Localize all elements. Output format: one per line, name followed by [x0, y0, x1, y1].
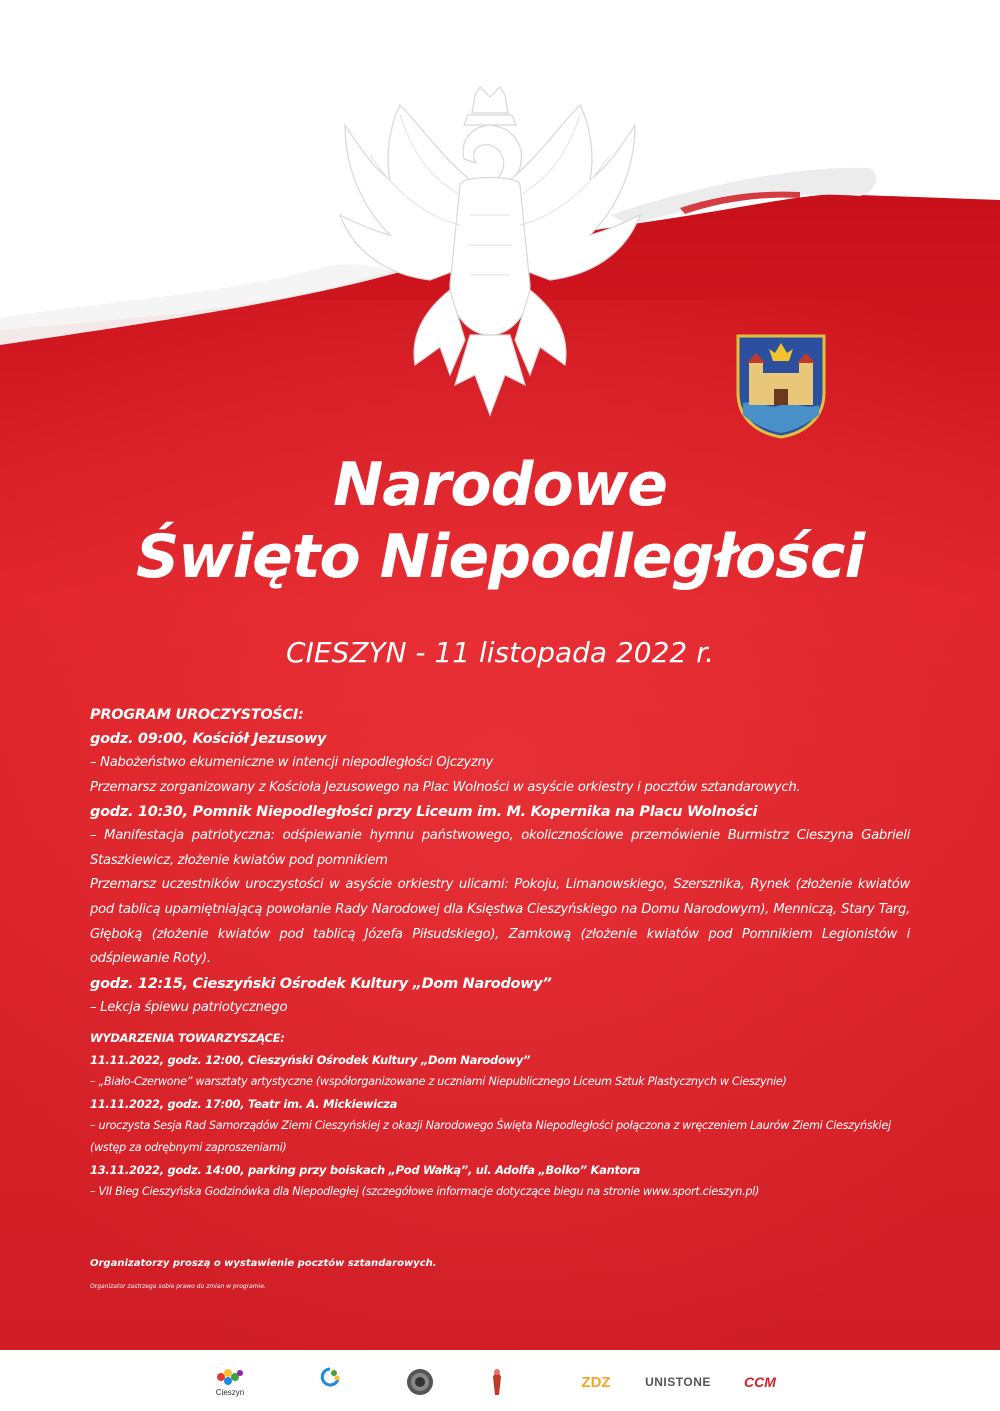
zdz-logo-icon: [578, 1364, 614, 1400]
unistone-logo-icon: [638, 1364, 718, 1400]
events-section: [90, 1027, 910, 1203]
program-heading: PROGRAM UROCZYSTOŚCI:: [90, 707, 304, 723]
subtitle: CIESZYN - 11 listopada 2022 r.: [286, 636, 714, 669]
program-item-2-line-2: Przemarsz uczestników uroczystości w asyście orkiestry ulicami: Pokoju, Limanowskiego, Szersznika, Rynek (złożenie kwiatów pod tablicą upamiętniającą powołanie Rady Narodowej dla Księstwa Cieszyńskiego na Domu Narodowym), Menniczą, Stary Targ, Głęboką (złożenie kwiatów pod tablicą Józefa Piłsudskiego), Zamkową (złożenie kwiatów pod Pomnikiem Legionistów i odśpiewanie Roty).: [90, 877, 910, 967]
program-section: [90, 703, 910, 1020]
sponsor-bar: [0, 1352, 1000, 1411]
events-heading: WYDARZENIA TOWARZYSZĄCE:: [90, 1031, 285, 1045]
program-item-2-line-1: – Manifestacja patriotyczna: odśpiewanie hymnu państwowego, okolicznościowe przemówienie Burmistrz Cieszyna Gabrieli Staszkiewicz, złożenie kwiatów pod pomnikiem: [90, 828, 910, 868]
title-line-1: Narodowe: [333, 450, 667, 520]
title-line-2: Święto Niepodległości: [135, 522, 865, 592]
footnote-small: Organizator zastrzega sobie prawo do zmian w programie.: [90, 1283, 266, 1290]
event-1-time: 11.11.2022, godz. 12:00, Cieszyński Ośrodek Kultury „Dom Narodowy”: [90, 1053, 531, 1067]
cieszyn-coat-of-arms-icon: [735, 333, 827, 439]
seal-logo-icon: [405, 1364, 435, 1400]
program-item-1-line-1: – Nabożeństwo ekumeniczne w intencji niepodległości Ojczyzny: [90, 755, 494, 770]
program-item-3-line-1: – Lekcja śpiewu patriotycznego: [90, 999, 288, 1015]
event-1-desc: – „Biało-Czerwone” warsztaty artystyczne (współorganizowane z uczniami Niepublicznego Liceum Sztuk Plastycznych w Cieszynie): [90, 1075, 787, 1088]
sponsor-unistone-label: UNISTONE: [645, 1375, 711, 1389]
sponsor-zdz-label: ZDZ: [581, 1373, 611, 1391]
event-2-time: 11.11.2022, godz. 17:00, Teatr im. A. Mickiewicza: [90, 1097, 398, 1111]
event-2-desc: – uroczysta Sesja Rad Samorządów Ziemi Cieszyńskiej z okazji Narodowego Święta Niepodległości połączona z wręczeniem Laurów Ziemi Cieszyńskiej (wstęp za odrębnymi zaproszeniami): [90, 1119, 891, 1154]
event-3-desc: – VII Bieg Cieszyńska Godzinówka dla Niepodległej (szczegółowe informacje dotyczące biegu na stronie www.sport.cieszyn.pl): [90, 1185, 760, 1198]
sponsor-cieszyn-label: Cieszyn: [215, 1387, 245, 1397]
ccm-logo-icon: [740, 1364, 780, 1400]
cieszyn-logo-icon: [210, 1364, 250, 1400]
program-item-1-line-2: Przemarsz zorganizowany z Kościoła Jezusowego na Plac Wolności w asyście orkiestry i pocztów sztandarowych.: [90, 779, 801, 795]
white-eagle-icon: [330, 85, 650, 425]
program-item-3-time: godz. 12:15, Cieszyński Ośrodek Kultury „Dom Narodowy”: [90, 975, 552, 992]
sponsor-ccm-label: CCM: [744, 1374, 776, 1390]
museum-logo-icon: [482, 1364, 512, 1400]
event-3-time: 13.11.2022, godz. 14:00, parking przy boiskach „Pod Wałką”, ul. Adolfa „Bolko” Kantora: [90, 1163, 641, 1177]
footnote: Organizatorzy proszą o wystawienie pocztów sztandarowych.: [90, 1258, 437, 1269]
cok-logo-icon: [300, 1364, 360, 1400]
program-item-1-time: godz. 09:00, Kościół Jezusowy: [90, 731, 327, 747]
program-item-2-time: godz. 10:30, Pomnik Niepodległości przy Liceum im. M. Kopernika na Placu Wolności: [90, 804, 758, 821]
